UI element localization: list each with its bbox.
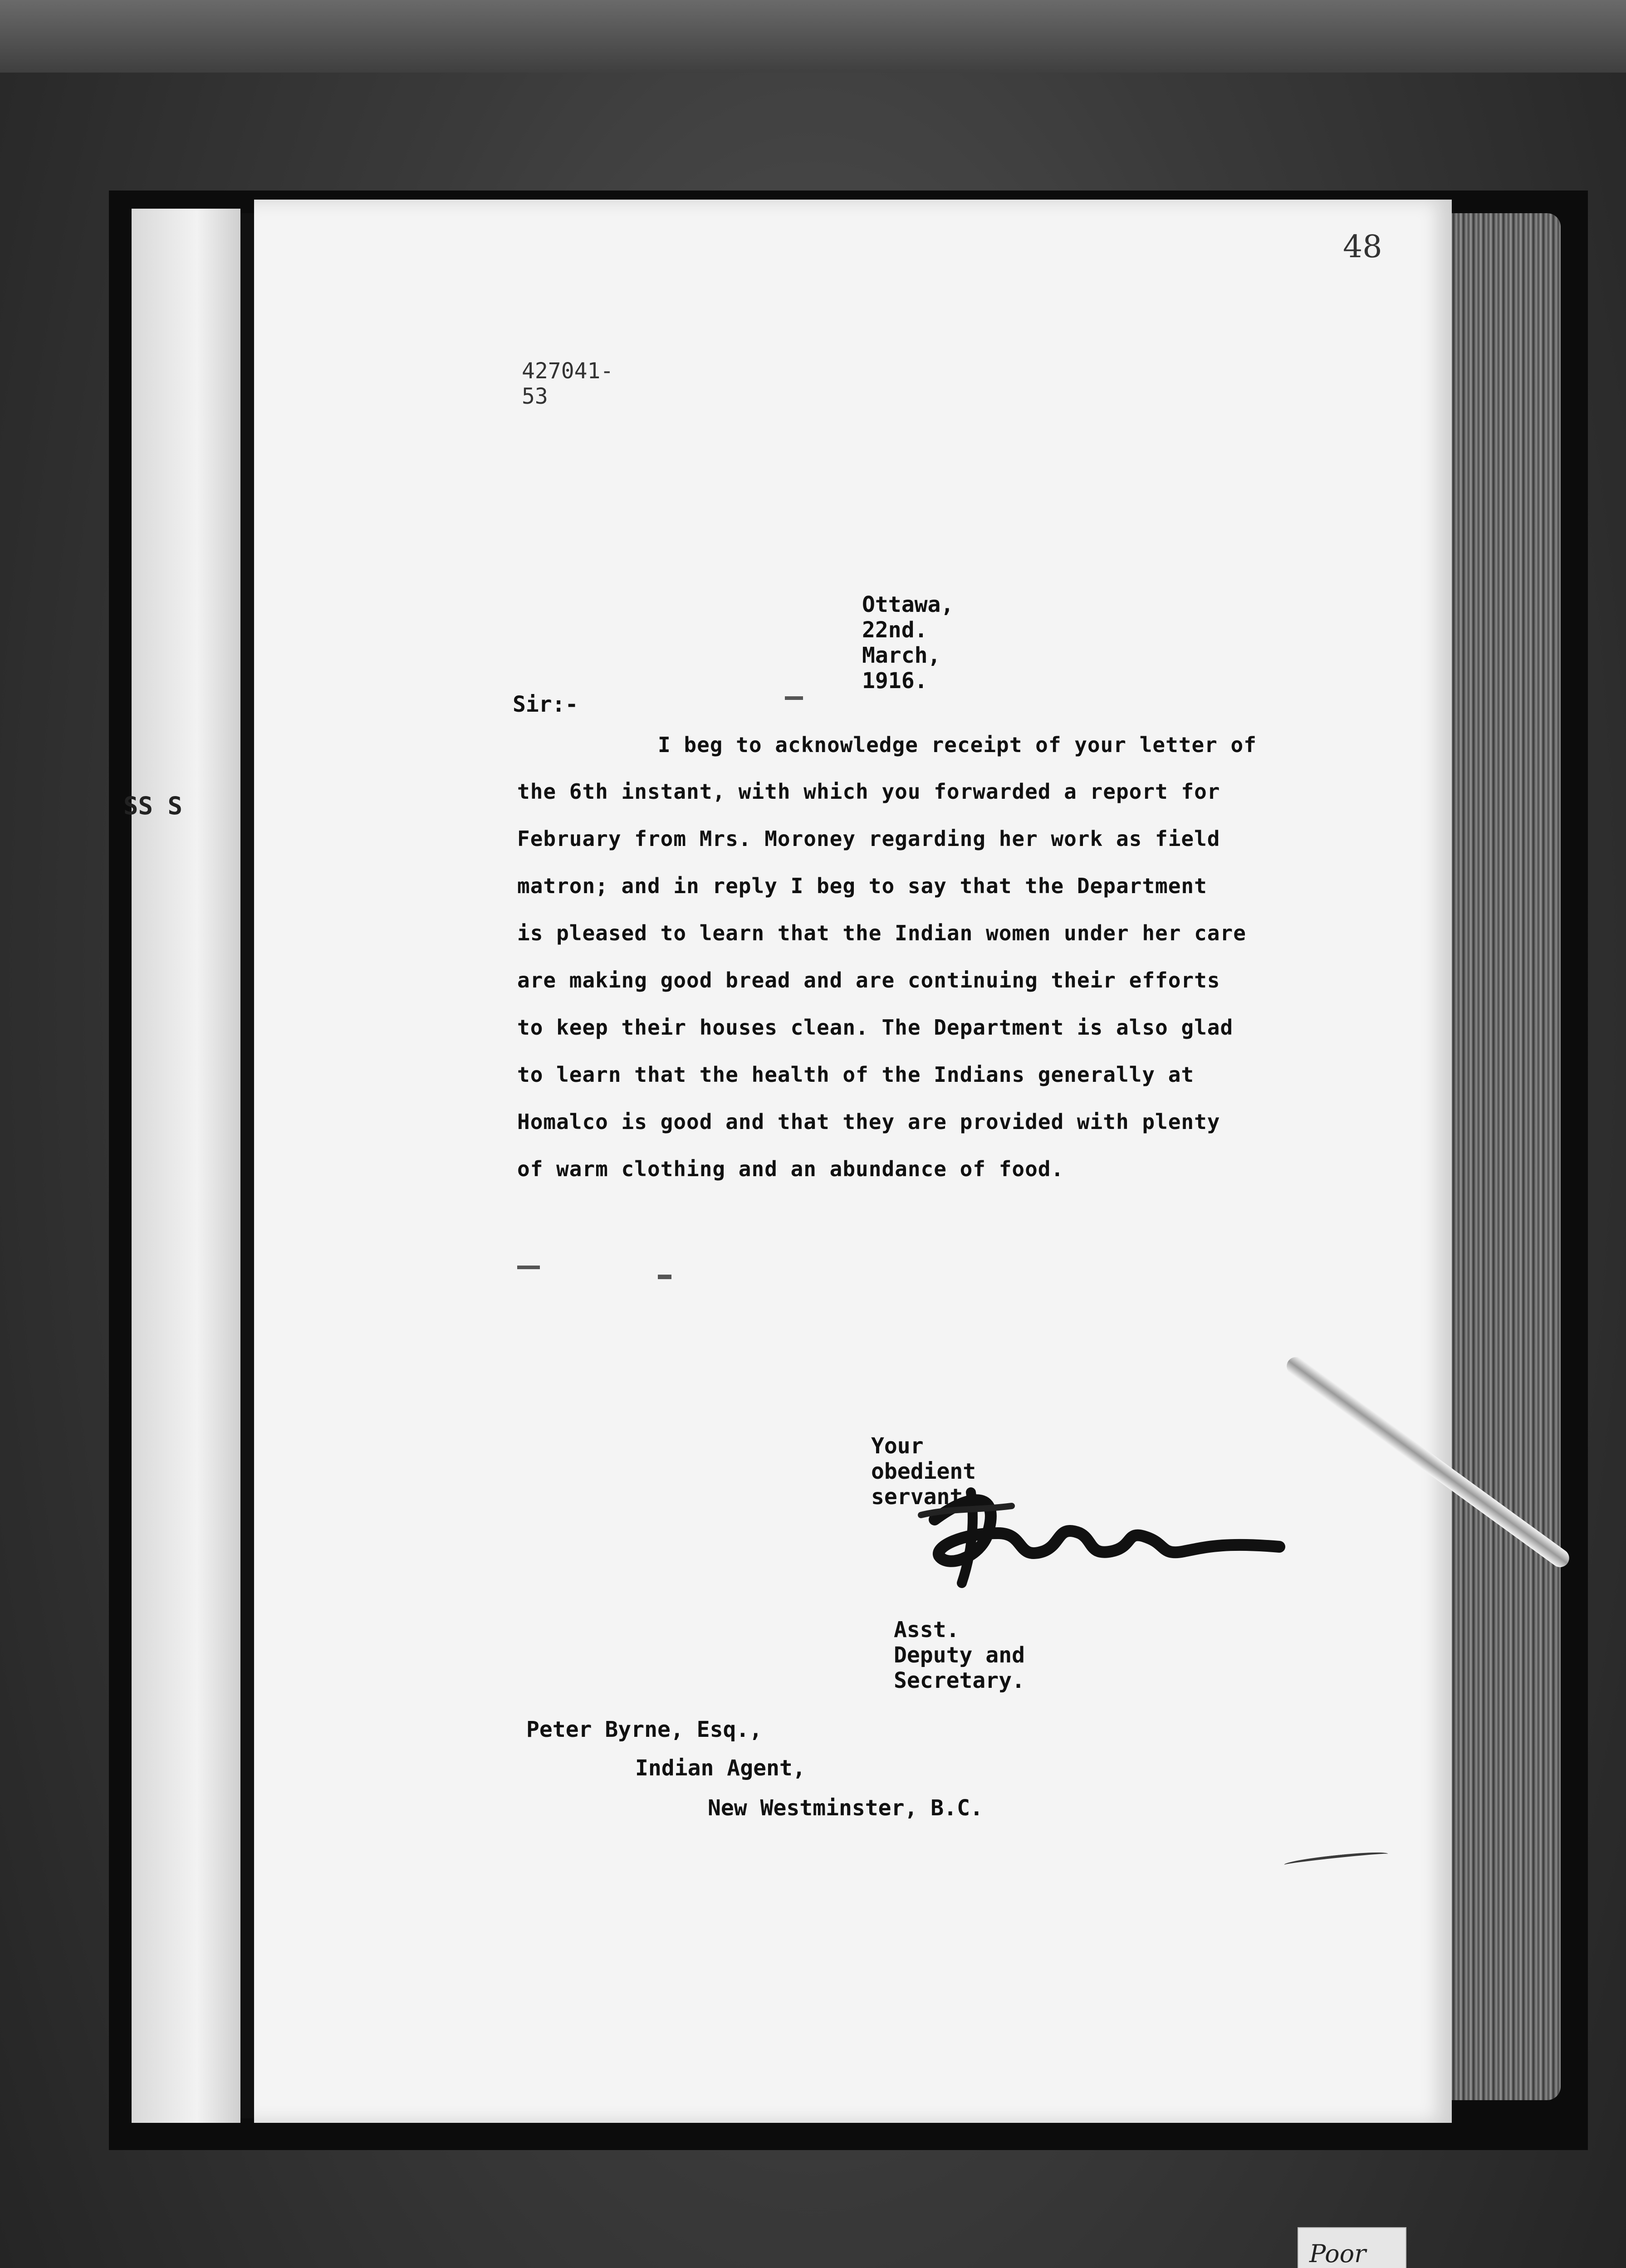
stray-mark [658,1275,671,1279]
body-line: is pleased to learn that the Indian women under her care [517,921,1246,945]
note-line-1: Poor [1309,2239,1366,2268]
body-line: matron; and in reply I beg to say that the Department [517,874,1207,898]
closing: Your obedient servant, [871,1433,976,1510]
film-top-edge [0,0,1626,73]
body-line: to learn that the health of the Indians generally at [517,1062,1195,1087]
file-number: 427041-53 [522,358,614,409]
body-line: the 6th instant, with which you forwarded a report for [517,779,1220,804]
body-line: February from Mrs. Moroney regarding her work as field [517,826,1220,851]
salutation: Sir:- [513,692,578,717]
body-line: I beg to acknowledge receipt of your letter of [658,733,1257,757]
poor-copy-note [1298,2227,1406,2268]
signature-image [907,1465,1316,1601]
folio-number: 48 [1343,229,1382,265]
signer-title: Asst. Deputy and Secretary. [894,1617,1025,1693]
book-gutter [240,213,254,2118]
margin-mark: SS S [123,792,183,820]
left-leaf [132,209,240,2123]
body-line: to keep their houses clean. The Department is also glad [517,1015,1234,1040]
dateline: Ottawa, 22nd. March, 1916. [862,592,954,694]
book-page-edges [1434,213,1561,2100]
stray-mark [785,696,803,700]
addressee-place: New Westminster, B.C. [708,1795,983,1821]
body-line: Homalco is good and that they are provided with plenty [517,1110,1220,1134]
addressee-name: Peter Byrne, Esq., [526,1717,763,1742]
body-line: are making good bread and are continuing their efforts [517,968,1220,992]
body-line: of warm clothing and an abundance of food. [517,1157,1064,1181]
stray-mark [517,1266,540,1269]
addressee-position: Indian Agent, [635,1755,806,1781]
